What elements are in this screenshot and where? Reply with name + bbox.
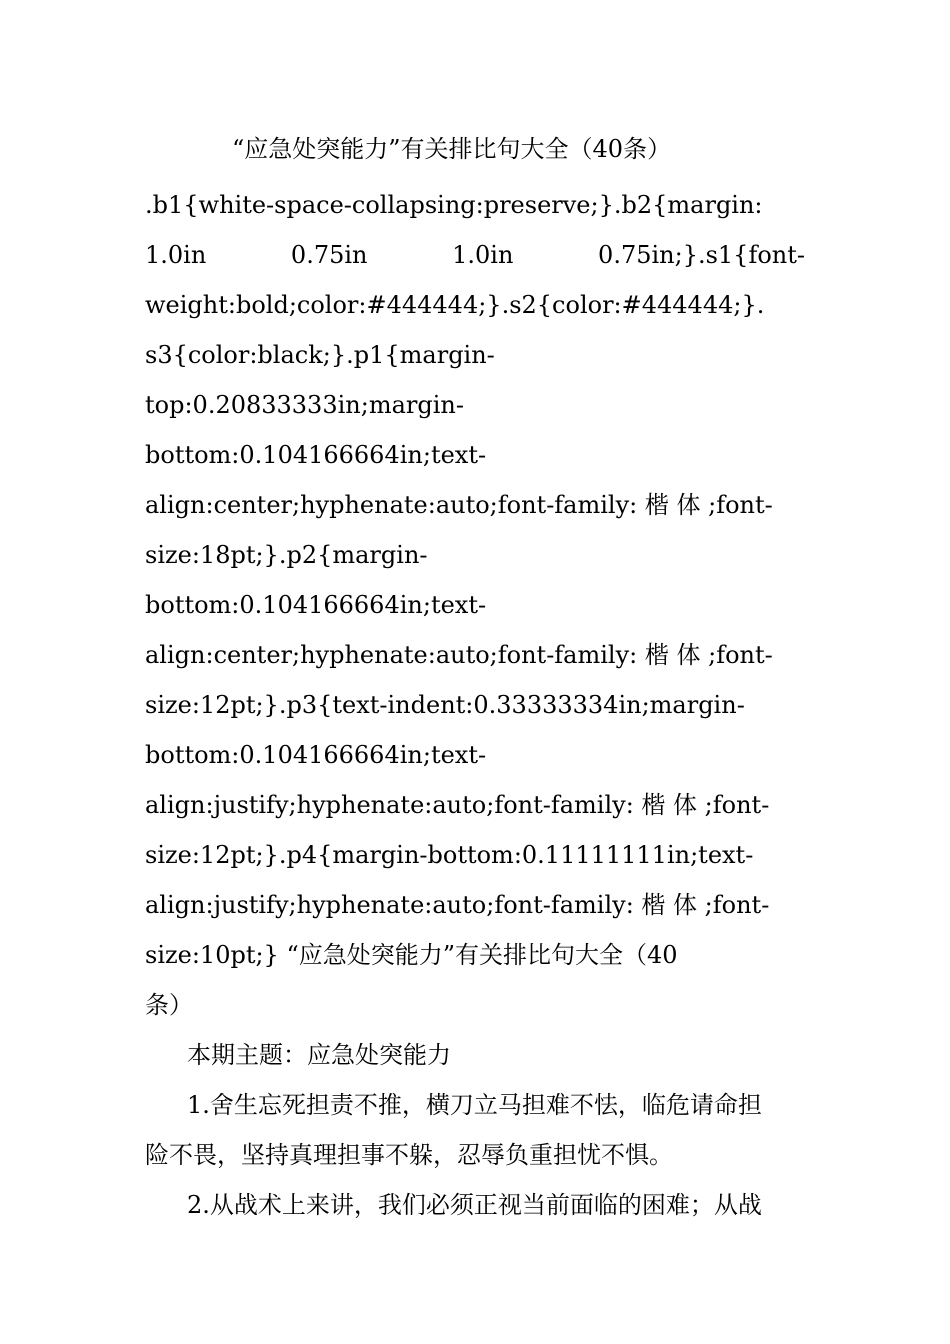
text-line: align:center;hyphenate:auto;font-family: 楷 体 ;font- [145, 491, 773, 519]
text-line: top:0.20833333in;margin- [145, 391, 464, 419]
text-line: s3{color:black;}.p1{margin- [145, 341, 495, 369]
text-line: .b1{white-space-collapsing:preserve;}.b2{margin: [145, 191, 763, 219]
text-line: 1.0in 0.75in 1.0in 0.75in;}.s1{font- [145, 241, 805, 269]
text-line: size:12pt;}.p3{text-indent:0.33333334in;margin- [145, 691, 745, 719]
text-line: bottom:0.104166664in;text- [145, 741, 487, 769]
text-line: size:18pt;}.p2{margin- [145, 541, 428, 569]
text-line: bottom:0.104166664in;text- [145, 441, 487, 469]
text-line: size:12pt;}.p4{margin-bottom:0.11111111in;text- [145, 841, 754, 869]
document-title: “应急处突能力”有关排比句大全（40条） [232, 135, 672, 163]
numbered-item-1: 1.舍生忘死担责不推，横刀立马担难不怯，临危请命担 [187, 1091, 762, 1119]
text-line: size:10pt;} “应急处突能力”有关排比句大全（40 [145, 941, 678, 969]
text-line: align:justify;hyphenate:auto;font-family: 楷 体 ;font- [145, 791, 770, 819]
text-line: weight:bold;color:#444444;}.s2{color:#444444;}. [145, 291, 765, 319]
theme-line: 本期主题：应急处突能力 [187, 1041, 451, 1069]
document-body [145, 180, 805, 1230]
text-line: bottom:0.104166664in;text- [145, 591, 487, 619]
numbered-item-2: 2.从战术上来讲，我们必须正视当前面临的困难；从战 [187, 1191, 762, 1219]
text-line: align:justify;hyphenate:auto;font-family: 楷 体 ;font- [145, 891, 770, 919]
text-line: align:center;hyphenate:auto;font-family: 楷 体 ;font- [145, 641, 773, 669]
text-line: 险不畏，坚持真理担事不躲，忍辱负重担忧不惧。 [145, 1141, 673, 1169]
text-line: 条） [145, 991, 193, 1019]
